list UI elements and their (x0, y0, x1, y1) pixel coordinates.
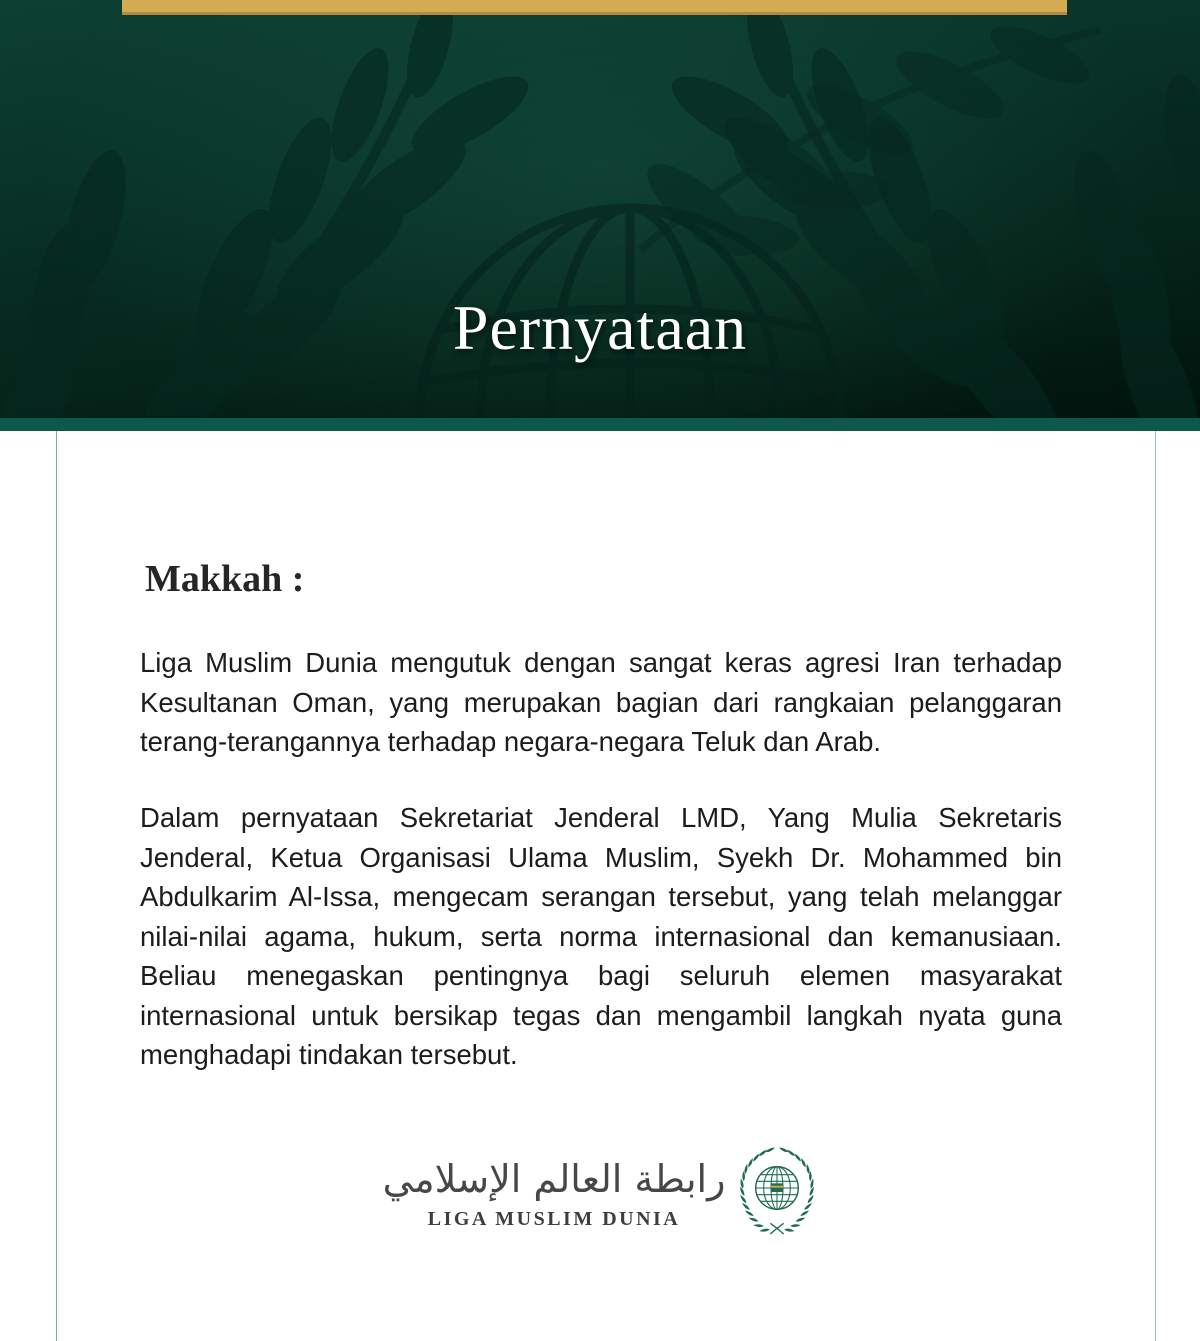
location-heading: Makkah : (145, 558, 305, 600)
teal-divider (0, 418, 1200, 431)
statement-paragraph-2: Dalam pernyataan Sekretariat Jenderal LMD, Yang Mulia Sekretaris Jenderal, Ketua Organisasi Ulama Muslim, Syekh Dr. Mohammed bin Abdulkarim Al-Issa, mengecam serangan tersebut, yang telah melanggar nilai-nilai agama, hukum, serta norma internasional dan kemanusiaan. Beliau menegaskan pentingnya bagi seluruh elemen masyarakat internasional untuk bersikap tegas dan mengambil langkah nyata guna menghadapi tindakan tersebut. (140, 802, 1062, 1070)
gold-accent-bar (122, 0, 1067, 15)
header-banner (0, 0, 1200, 418)
logo-arabic-name: رابطة العالم الإسلامي (382, 1157, 726, 1201)
mwl-emblem-icon (737, 1146, 817, 1238)
page-title: Pernyataan (452, 292, 748, 363)
statement-paragraph-1: Liga Muslim Dunia mengutuk dengan sangat keras agresi Iran terhadap Kesultanan Oman, yang merupakan bagian dari rangkaian pelanggaran terang-terangannya terhadap negara-negara Teluk dan Arab. (140, 647, 1062, 757)
logo-latin-name: LIGA MUSLIM DUNIA (427, 1208, 681, 1230)
mwl-logo-text (383, 1153, 726, 1231)
mwl-logo (0, 1146, 1200, 1238)
statement-card (0, 431, 1200, 1341)
